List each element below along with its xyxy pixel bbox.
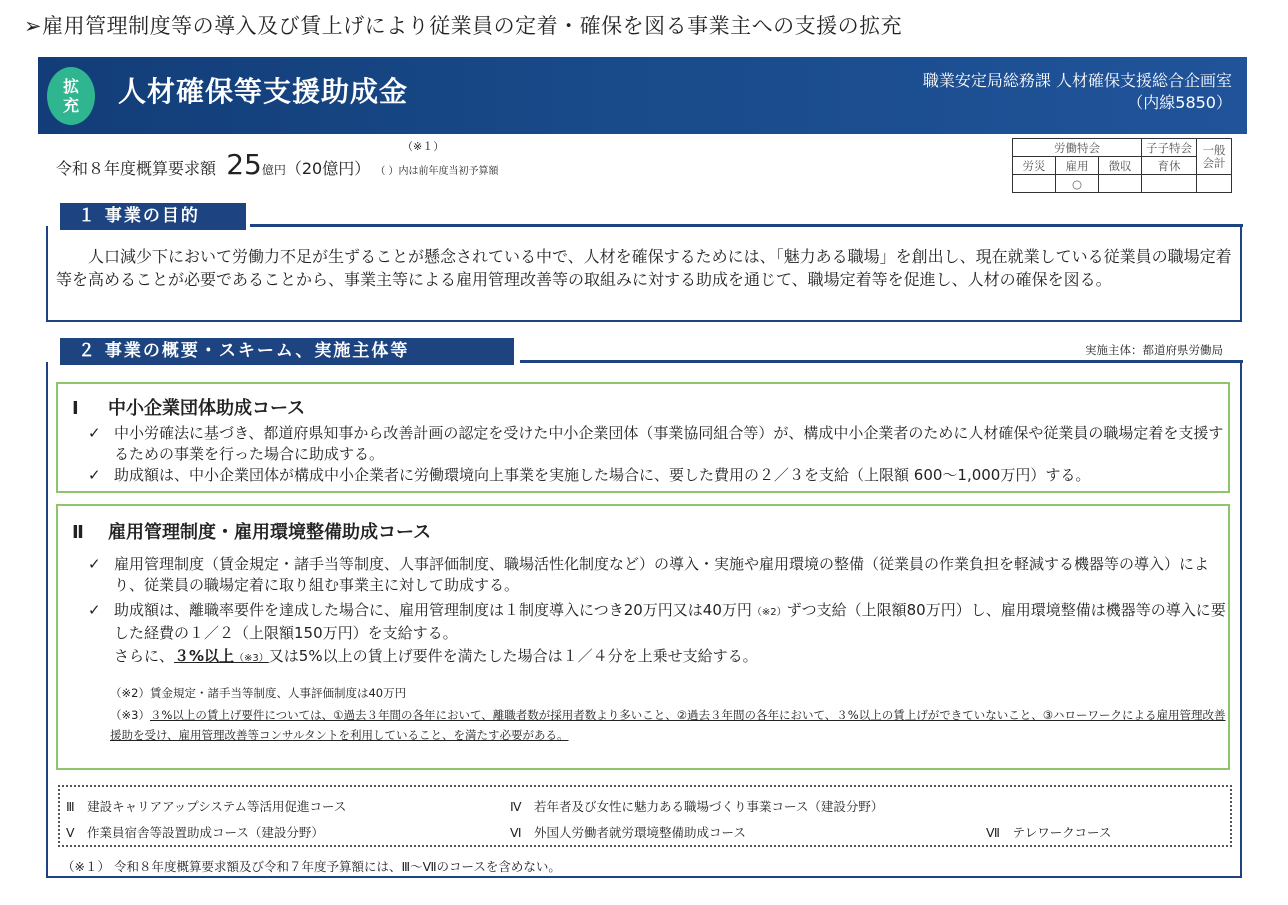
course-7-label: Ⅶ テレワークコース bbox=[986, 825, 1112, 840]
implementer-label: 実施主体：都道府県労働局 bbox=[1085, 343, 1223, 357]
account-header-general: 一般会計 bbox=[1197, 139, 1232, 175]
department-info bbox=[760, 70, 1232, 114]
course-2-bullet bbox=[58, 554, 1228, 596]
expansion-badge bbox=[47, 67, 95, 125]
account-sub-koyou: 雇用 bbox=[1056, 157, 1099, 175]
account-cell bbox=[1197, 175, 1232, 193]
course-1-bullet bbox=[58, 423, 1228, 465]
budget-paren-note: （ ）内は前年度当初予算額 bbox=[375, 166, 499, 177]
account-cell bbox=[1142, 175, 1197, 193]
course-2-line3-bold: ３%以上 bbox=[174, 647, 235, 665]
bottom-note: （※１） 令和８年度概算要求額及び令和７年度予算額には、Ⅲ～Ⅶのコースを含めない。 bbox=[62, 859, 561, 874]
course-2-bullet-2b: ずつ支給（上限額80万円）し、雇用環境整備は機器等の導入に要した経費の１／２（上限額150万円）を支給する。 bbox=[114, 601, 1226, 642]
course-2-note-3-label: （※3） bbox=[110, 708, 150, 722]
budget-amount: 25 bbox=[226, 148, 262, 181]
account-table bbox=[1012, 138, 1232, 193]
course-1-bullet bbox=[58, 465, 1228, 486]
check-icon: ✓ bbox=[88, 555, 101, 573]
course-3-label: Ⅲ 建設キャリアアップシステム等活用促進コース bbox=[66, 799, 347, 814]
course-2-note-3-text: ３%以上の賃上げ要件については、①過去３年間の各年において、離職者数が採用者数より多いこと、②過去３年間の各年において、３%以上の賃上げができていないこと、③ハローワークによる雇用管理改善援助を受け、雇用管理改善等コンサルタントを利用していること、を満たす必要がある。 bbox=[110, 708, 1226, 742]
course-2-note-3 bbox=[58, 705, 1228, 745]
course-6-label: Ⅵ 外国人労働者就労環境整備助成コース bbox=[510, 825, 746, 840]
account-cell bbox=[1013, 175, 1056, 193]
course-2-note-2: （※2）賃金規定・諸手当等制度、人事評価制度は40万円 bbox=[110, 686, 407, 700]
account-header-labor: 労働特会 bbox=[1013, 139, 1142, 157]
account-header-child: 子子特会 bbox=[1142, 139, 1197, 157]
course-2-title bbox=[58, 506, 1228, 544]
course-2-bullet-2a: 助成額は、離職率要件を達成した場合に、雇用管理制度は１制度導入につき20万円又は40万円 bbox=[114, 601, 752, 619]
course-2-note-ref-2: （※2） bbox=[751, 607, 787, 618]
account-sub-ikukyuu: 育休 bbox=[1142, 157, 1197, 175]
course-1-number: Ⅰ bbox=[72, 398, 79, 419]
course-1-bullet-2-text: 助成額は、中小企業団体が構成中小企業者に労働環境向上事業を実施した場合に、要した費用の２／３を支給（上限額 600～1,000万円）する。 bbox=[114, 466, 1091, 484]
budget-unit: 億円 bbox=[261, 163, 286, 177]
badge-char-1: 拡 bbox=[62, 77, 79, 96]
budget-prev: （20億円） bbox=[285, 159, 371, 178]
course-1-title bbox=[58, 384, 1228, 420]
course-2-bullet bbox=[58, 600, 1228, 644]
course-2-line3-b: 又は5%以上の賃上げ要件を満たした場合は１／４分を上乗せ支給する。 bbox=[268, 647, 758, 665]
account-cell bbox=[1099, 175, 1142, 193]
department-name: 職業安定局総務課 人材確保支援総合企画室 bbox=[922, 71, 1232, 90]
course-4-label: Ⅳ 若年者及び女性に魅力ある職場づくり事業コース（建設分野） bbox=[510, 799, 884, 814]
section-2-heading: ２ 事業の概要・スキーム、実施主体等 bbox=[60, 338, 514, 365]
extension-number: （内線5850） bbox=[1127, 93, 1232, 112]
course-5-label: Ⅴ 作業員宿舎等設置助成コース（建設分野） bbox=[66, 825, 324, 840]
other-courses-box bbox=[58, 785, 1232, 847]
banner-title: 人材確保等支援助成金 bbox=[118, 75, 409, 108]
badge-char-2: 充 bbox=[62, 96, 79, 115]
account-sub-choushuu: 徴収 bbox=[1099, 157, 1142, 175]
course-1-bullet-1-text: 中小労確法に基づき、都道府県知事から改善計画の認定を受けた中小企業団体（事業協同組合等）が、構成中小企業者のために人材確保や従業員の職場定着を支援するための事業を行った場合に助成する。 bbox=[114, 424, 1224, 463]
course-2-bullet-1-text: 雇用管理制度（賃金規定・諸手当等制度、人事評価制度、職場活性化制度など）の導入・実施や雇用環境の整備（従業員の作業負担を軽減する機器等の導入）により、従業員の職場定着に取り組む事業主に対して助成する。 bbox=[114, 555, 1210, 594]
course-2-bullet-3 bbox=[58, 646, 1228, 669]
course-1-box bbox=[56, 382, 1230, 493]
budget-label: 令和８年度概算要求額 bbox=[56, 159, 217, 178]
budget-note-ref: （※１） bbox=[402, 140, 445, 153]
check-icon: ✓ bbox=[88, 466, 101, 484]
account-sub-rousai: 労災 bbox=[1013, 157, 1056, 175]
section-1-heading: １ 事業の目的 bbox=[60, 203, 246, 230]
section-1-body: 人口減少下において労働力不足が生ずることが懸念されている中で、人材を確保するためには、「魅力ある職場」を創出し、現在就業している従業員の職場定着等を高めることが必要であることから、事業主等による雇用管理改善等の取組みに対する助成を通じて、職場定着等を促進し、人材の確保を図る。 bbox=[56, 247, 1232, 289]
course-2-line3-a: さらに、 bbox=[114, 647, 175, 665]
account-cell-mark: ○ bbox=[1056, 175, 1099, 193]
course-2-note-ref-3: （※3） bbox=[234, 653, 269, 664]
course-2-name: 雇用管理制度・雇用環境整備助成コース bbox=[108, 522, 432, 543]
check-icon: ✓ bbox=[88, 424, 101, 442]
course-1-name: 中小企業団体助成コース bbox=[108, 398, 306, 419]
course-2-number: Ⅱ bbox=[72, 522, 84, 543]
course-2-box bbox=[56, 504, 1230, 770]
page-heading: ➢雇用管理制度等の導入及び賃上げにより従業員の定着・確保を図る事業主への支援の拡充 bbox=[24, 14, 903, 38]
check-icon: ✓ bbox=[88, 601, 101, 619]
